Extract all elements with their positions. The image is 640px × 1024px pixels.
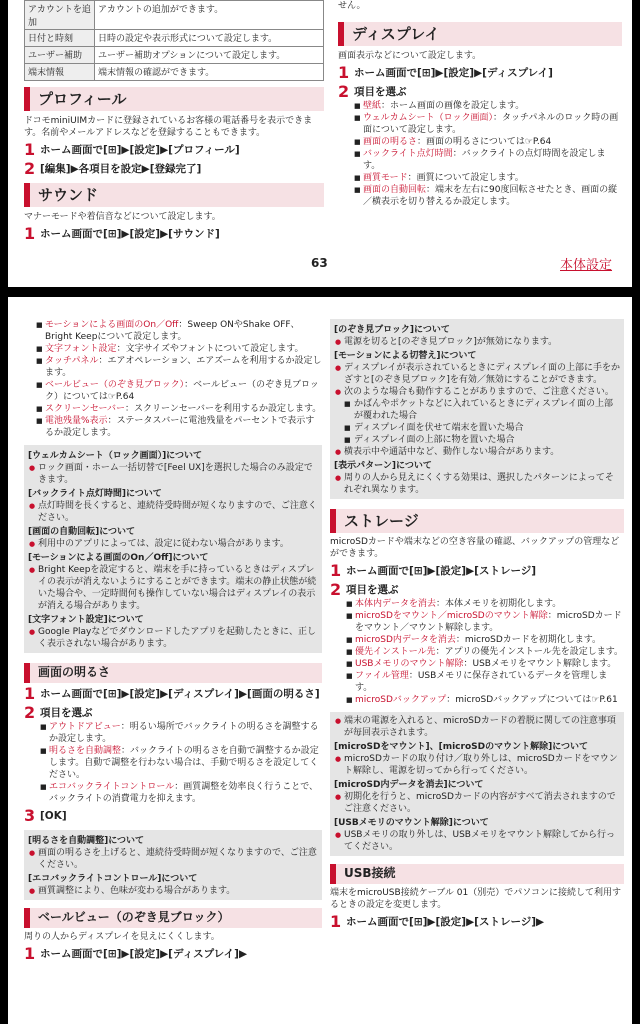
step-text: ホーム画面で[⊞]▶[設定]▶[ディスプレイ] xyxy=(354,67,553,79)
list-item: ■ microSD内データを消去：microSDカードを初期化します。 xyxy=(346,634,624,646)
step-text: [OK] xyxy=(40,810,67,822)
step-text: ホーム画面で[⊞]▶[設定]▶[ディスプレイ]▶[画面の明るさ] xyxy=(40,688,320,700)
table-value: 日時の設定や表示形式について設定します。 xyxy=(95,30,324,47)
option-link[interactable]: 画面の明るさ xyxy=(363,137,418,147)
list-item: ■ アウトドアビュー：明るい場所でバックライトの明るさを調整するか設定します。 xyxy=(40,721,322,745)
left-column xyxy=(24,319,322,962)
notes-box xyxy=(24,445,322,653)
step-3: 3 [OK] xyxy=(24,806,67,825)
note-heading: [microSDをマウント]、[microSDのマウント解除]について xyxy=(334,742,589,752)
step-text: ホーム画面で[⊞]▶[設定]▶[ストレージ]▶ xyxy=(346,916,545,928)
list-item: ■ エコバックライトコントロール：画質調整を効率良く行うことで、バックライトの消費電力を抑えます。 xyxy=(40,781,322,805)
display-options-list xyxy=(354,100,622,208)
table-key: ユーザー補助 xyxy=(25,47,95,64)
note-text: ● ロック画面・ホーム一括切替で[Feel UX]を選択した場合のみ設定できます。 xyxy=(28,462,318,486)
list-item: ■ microSDバックアップ：microSDバックアップについては☞P.61 xyxy=(346,694,624,706)
list-item: ■ 文字フォント設定：文字サイズやフォントについて設定します。 xyxy=(36,343,322,355)
table-key: 端末情報 xyxy=(25,64,95,81)
option-link[interactable]: microSDバックアップ xyxy=(355,695,447,705)
section-heading-storage: ストレージ xyxy=(330,509,624,533)
note-subitem: ■ ディスプレイ面を伏せて端末を置いた場合 xyxy=(334,422,620,434)
display-description: 画面表示などについて設定します。 xyxy=(338,51,482,61)
option-link[interactable]: タッチパネル xyxy=(45,356,99,366)
step-2: 2 [編集]▶各項目を設定▶[登録完了] xyxy=(24,159,202,178)
list-item: ■ 壁紙：ホーム画面の画像を設定します。 xyxy=(354,100,622,112)
step-text: ホーム画面で[⊞]▶[設定]▶[プロフィール] xyxy=(40,144,240,156)
notes-box xyxy=(330,712,624,856)
note-heading: [USBメモリのマウント解除]について xyxy=(334,818,489,828)
option-link[interactable]: microSDをマウント／microSDのマウント解除 xyxy=(355,611,548,621)
list-item: ■ ファイル管理：USBメモリに保存されているデータを管理します。 xyxy=(346,670,624,694)
list-item: ■ ベールビュー（のぞき見ブロック）：ベールビュー（のぞき見ブロック）については☞P.64 xyxy=(36,379,322,403)
step-2: 2 項目を選ぶ xyxy=(330,580,399,599)
step-1: 1 ホーム画面で[⊞]▶[設定]▶[サウンド] xyxy=(24,224,220,243)
option-link[interactable]: 画質モード xyxy=(363,173,408,183)
right-column xyxy=(338,0,622,208)
step-1: 1 ホーム画面で[⊞]▶[設定]▶[ディスプレイ] xyxy=(338,63,553,82)
option-link[interactable]: 壁紙 xyxy=(363,101,382,111)
option-link[interactable]: ウェルカムシート（ロック画面） xyxy=(363,113,493,123)
left-column xyxy=(24,0,324,242)
brightness-options-list xyxy=(40,721,322,805)
table-row xyxy=(25,64,324,81)
note-text: ● 次のような場合も動作することがありますので、ご注意ください。 xyxy=(334,386,620,398)
table-value: 端末情報の確認ができます。 xyxy=(95,64,324,81)
option-link[interactable]: microSD内データを消去 xyxy=(355,635,456,645)
display-options-list xyxy=(36,319,322,439)
step-text: [編集]▶各項目を設定▶[登録完了] xyxy=(40,163,202,175)
note-subitem: ■ かばんやポケットなどに入れているときにディスプレイ面の上部が覆われた場合 xyxy=(334,398,620,422)
table-key: アカウントを追加 xyxy=(25,1,95,30)
note-text: ● 利用中のアプリによっては、設定に従わない場合があります。 xyxy=(28,538,318,550)
right-column xyxy=(330,319,624,930)
step-text: 項目を選ぶ xyxy=(354,86,407,98)
note-text: ● Bright Keepを設定すると、端末を手に持っているときはディスプレイの表示が消えないようにすることができます。端末の静止状態が続いた場合や、一定時間何も操作していない場合はディスプレイの表示が消える場合があります。 xyxy=(28,564,318,612)
list-item: ■ ウェルカムシート（ロック画面）：タッチパネルのロック時の画面について設定します。 xyxy=(354,112,622,136)
note-text: ● 点灯時間を長くすると、連続待受時間が短くなりますので、ご注意ください。 xyxy=(28,500,318,524)
table-value: アカウントの追加ができます。 xyxy=(95,1,324,30)
step-text: ホーム画面で[⊞]▶[設定]▶[ストレージ] xyxy=(346,565,537,577)
veilview-description: 周りの人からディスプレイを見えにくくします。 xyxy=(24,932,220,942)
table-value: ユーザー補助オプションについて設定します。 xyxy=(95,47,324,64)
note-heading: [画面の自動回転]について xyxy=(28,527,136,537)
note-text: ● 横表示中や通話中など、動作しない場合があります。 xyxy=(334,446,620,458)
step-2: 2 項目を選ぶ xyxy=(338,82,407,101)
section-heading-veilview: ベールビュー（のぞき見ブロック） xyxy=(24,908,322,928)
list-item: ■ 電池残量%表示：ステータスバーに電池残量をパーセントで表示するか設定します。 xyxy=(36,415,322,439)
list-item: ■ スクリーンセーバー：スクリーンセーバーを利用するか設定します。 xyxy=(36,403,322,415)
storage-description: microSDカードや端末などの空き容量の確認、バックアップの管理などができます。 xyxy=(330,537,620,559)
option-link[interactable]: エコバックライトコントロール xyxy=(49,782,175,792)
note-text: ● 周りの人から見えにくくする効果は、選択したパターンによってそれぞれ異なります。 xyxy=(334,472,620,496)
option-link[interactable]: 優先インストール先 xyxy=(355,647,436,657)
list-item: ■ バックライト点灯時間：バックライトの点灯時間を設定します。 xyxy=(354,148,622,172)
step-1: 1 ホーム画面で[⊞]▶[設定]▶[ストレージ] xyxy=(330,561,537,580)
option-link[interactable]: バックライト点灯時間 xyxy=(363,149,453,159)
list-item: ■ microSDをマウント／microSDのマウント解除：microSDカードをマウント／マウント解除します。 xyxy=(346,610,624,634)
continued-text: せん。 xyxy=(338,1,366,11)
note-heading: [のぞき見ブロック]について xyxy=(334,325,450,335)
option-link[interactable]: 画面の自動回転 xyxy=(363,185,427,195)
list-item: ■ 画面の明るさ：画面の明るさについては☞P.64 xyxy=(354,136,622,148)
note-text: ● Google Playなどでダウンロードしたアプリを起動したときに、正しく表示されない場合があります。 xyxy=(28,626,318,650)
option-link[interactable]: 電池残量%表示 xyxy=(45,416,108,426)
note-text: ● 画面の明るさを上げると、連続待受時間が短くなりますので、ご注意ください。 xyxy=(28,847,318,871)
step-text: ホーム画面で[⊞]▶[設定]▶[ディスプレイ]▶ xyxy=(40,948,248,960)
settings-table xyxy=(24,0,324,81)
step-1: 1 ホーム画面で[⊞]▶[設定]▶[ディスプレイ]▶ xyxy=(24,944,248,963)
list-item: ■ タッチパネル：エアオペレーション、エアズームを利用するか設定します。 xyxy=(36,355,322,379)
step-1: 1 ホーム画面で[⊞]▶[設定]▶[ディスプレイ]▶[画面の明るさ] xyxy=(24,684,320,703)
note-heading: [エコバックライトコントロール]について xyxy=(28,874,198,884)
list-item: ■ 明るさを自動調整：バックライトの明るさを自動で調整するか設定します。自動で調整を行わない場合は、手動で明るさを設定してください。 xyxy=(40,745,322,781)
section-heading-sound: サウンド xyxy=(24,183,324,207)
option-link[interactable]: 本体内データを消去 xyxy=(355,599,437,609)
option-link[interactable]: アウトドアビュー xyxy=(49,722,121,732)
note-subitem: ■ ディスプレイ面の上部に物を置いた場合 xyxy=(334,434,620,446)
step-text: 項目を選ぶ xyxy=(40,707,93,719)
usb-description: 端末をmicroUSB接続ケーブル 01（別売）でパソコンに接続して利用するときの設定を変更します。 xyxy=(330,888,622,910)
table-row xyxy=(25,47,324,64)
section-link[interactable]: 本体設定 xyxy=(560,258,613,273)
option-link[interactable]: 文字フォント設定 xyxy=(45,344,117,354)
list-item: ■ 優先インストール先：アプリの優先インストール先を設定します。 xyxy=(346,646,624,658)
section-heading-profile: プロフィール xyxy=(24,87,324,111)
note-text: ● 電源を切ると[のぞき見ブロック]が無効になります。 xyxy=(334,336,620,348)
profile-description: ドコモminiUIMカードに登録されているお客様の電話番号を表示できます。名前やメールアドレスなどを登録することもできます。 xyxy=(24,116,313,138)
section-heading-display: ディスプレイ xyxy=(338,22,622,46)
note-heading: [バックライト点灯時間]について xyxy=(28,489,162,499)
list-item: ■ モーションによる画面のOn／Off：Sweep ONやShake OFF、Bright Keepについて設定します。 xyxy=(36,319,322,343)
section-heading-brightness: 画面の明るさ xyxy=(24,663,322,683)
note-heading: [microSD内データを消去]について xyxy=(334,780,484,790)
storage-options-list xyxy=(346,598,624,706)
sound-description: マナーモードや着信音などについて設定します。 xyxy=(24,212,221,222)
step-2: 2 項目を選ぶ xyxy=(24,703,93,722)
page-number: 63 xyxy=(311,256,328,270)
notes-box xyxy=(24,830,322,900)
section-heading-usb: USB接続 xyxy=(330,864,624,884)
option-link[interactable]: ファイル管理 xyxy=(355,671,409,681)
note-heading: [モーションによる画面のOn／Off]について xyxy=(28,553,209,563)
note-text: ● ディスプレイが表示されているときにディスプレイ面の上部に手をかざすと[のぞき見ブロック]を有効／無効にすることができます。 xyxy=(334,362,620,386)
table-key: 日付と時刻 xyxy=(25,30,95,47)
note-heading: [表示パターン]について xyxy=(334,461,432,471)
note-heading: [モーションによる切替え]について xyxy=(334,351,477,361)
note-text: ● 端末の電源を入れると、microSDカードの着脱に関しての注意事項が毎回表示されます。 xyxy=(334,715,620,739)
note-text: ● 初期化を行うと、microSDカードの内容がすべて消去されますのでご注意ください。 xyxy=(334,791,620,815)
option-link[interactable]: スクリーンセーバー xyxy=(45,404,126,414)
step-1: 1 ホーム画面で[⊞]▶[設定]▶[ストレージ]▶ xyxy=(330,912,545,931)
note-heading: [明るさを自動調整]について xyxy=(28,836,145,846)
table-row xyxy=(25,1,324,30)
note-text: ● microSDカードの取り付け／取り外しは、microSDカードをマウント解除し、電源を切ってから行ってください。 xyxy=(334,753,620,777)
note-heading: [文字フォント設定]について xyxy=(28,615,144,625)
note-heading: [ウェルカムシート（ロック画面）]について xyxy=(28,451,203,461)
table-row xyxy=(25,30,324,47)
option-link[interactable]: ベールビュー（のぞき見ブロック） xyxy=(45,380,185,390)
note-text: ● USBメモリの取り外しは、USBメモリをマウント解除してから行ってください。 xyxy=(334,829,620,853)
option-link[interactable]: USBメモリのマウント解除 xyxy=(355,659,464,669)
list-item: ■ 本体内データを消去：本体メモリを初期化します。 xyxy=(346,598,624,610)
notes-box xyxy=(330,319,624,499)
step-1: 1 ホーム画面で[⊞]▶[設定]▶[プロフィール] xyxy=(24,140,240,159)
note-text: ● 画質調整により、色味が変わる場合があります。 xyxy=(28,885,318,897)
manual-page-64 xyxy=(8,297,632,1024)
step-text: 項目を選ぶ xyxy=(346,584,399,596)
list-item: ■ 画質モード：画質について設定します。 xyxy=(354,172,622,184)
step-text: ホーム画面で[⊞]▶[設定]▶[サウンド] xyxy=(40,228,220,240)
list-item: ■ USBメモリのマウント解除：USBメモリをマウント解除します。 xyxy=(346,658,624,670)
option-link[interactable]: モーションによる画面のOn／Off xyxy=(45,320,179,330)
manual-page-63 xyxy=(8,0,632,287)
option-link[interactable]: 明るさを自動調整 xyxy=(49,746,122,756)
list-item: ■ 画面の自動回転：端末を左右に90度回転させたとき、画面の縦／横表示を切り替えるか設定します。 xyxy=(354,184,622,208)
